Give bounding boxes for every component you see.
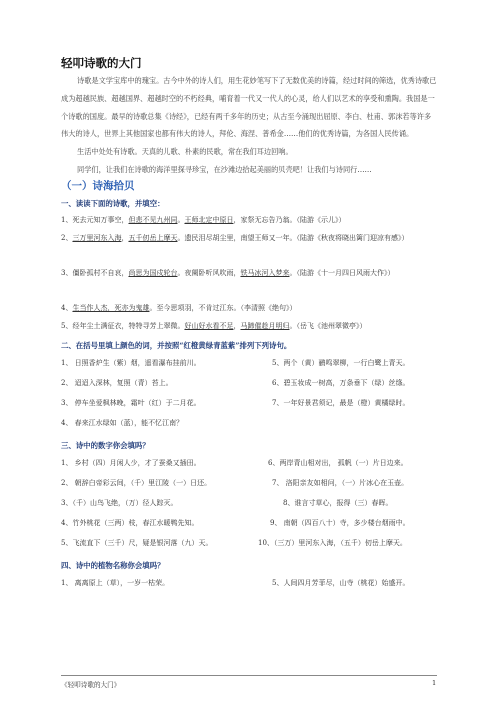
- q1-item-5-pre: 5、经年尘土满征衣，特特寻芳上翠微。: [61, 322, 185, 330]
- q1-item-2: [61, 230, 439, 246]
- question-4-heading: 四、诗中的植物名称你会填吗？: [61, 561, 165, 570]
- q1-item-4-answer-1: 生当作人杰，死亦为鬼雄: [72, 304, 150, 312]
- q1-item-2-pre: 2、: [61, 234, 73, 242]
- q2-item-5: 5、两个（黄）鹂鸣翠柳，一行白鹭上青天。: [272, 359, 410, 367]
- q4-item-1: 1、 离离原上（草），一岁一枯荣。: [61, 579, 170, 587]
- q1-item-3-pre: 3、僵卧孤村不自哀，: [61, 269, 129, 277]
- q2-item-4: 4、 春来江水绿如（蓝），能不忆江南？: [61, 419, 184, 427]
- q1-item-3-mid: 。夜阑卧听风吹雨，: [177, 269, 241, 277]
- q1-item-1-answer-2: 王师北定中原日: [184, 216, 234, 224]
- footer-divider: [61, 675, 437, 676]
- intro-paragraph-2-text: 生活中处处有诗歌。天真的儿歌、朴素的民歌，常在我们耳边回响。: [77, 147, 293, 156]
- q1-item-1-answer-1: 但悲不见九州同: [128, 216, 178, 224]
- q2-item-7: 7、一年好景君须记，最是（橙）黄橘绿时。: [272, 399, 410, 407]
- q1-item-1-pre: 1、死去元知万事空，: [61, 216, 129, 224]
- q1-item-1: [61, 212, 439, 228]
- question-3-heading: 三、诗中的数字你会填吗？: [61, 441, 150, 450]
- q4-item-5: 5、人间四月芳菲尽，山寺（桃花）始盛开。: [272, 579, 410, 587]
- q3-item-8: 8、谁言寸草心，报得（三）春晖。: [283, 499, 393, 507]
- q1-item-4-post: 。至今思项羽，不肯过江东。（李清照《绝句》）: [149, 304, 297, 312]
- q2-item-6: 6、碧玉妆成一树高，万条垂下（绿）丝绦。: [272, 379, 410, 387]
- q1-item-5-post: 。（岳飞《池州翠微亭》）: [289, 322, 367, 330]
- q3-item-1: 1、 乡村（四）月闲人少，才了蚕桑又插田。: [61, 459, 201, 467]
- question-1-heading: 一、读读下面的诗歌，并填空：: [61, 199, 165, 208]
- q1-item-2-answer-1: 三万里河东入海: [72, 234, 122, 242]
- question-2-heading: 二、在括号里填上颜色的词，并按照“红橙黄绿青蓝紫”排列下列诗句。: [61, 341, 292, 350]
- intro-paragraph-3: [61, 161, 437, 179]
- q1-item-3: [61, 265, 439, 281]
- q1-item-4-pre: 4、: [61, 304, 73, 312]
- q1-item-4: [61, 300, 439, 316]
- q1-item-5-mid: ，: [233, 322, 241, 330]
- q3-item-3: 3、（千）山鸟飞绝，（万）径人踪灭。: [61, 499, 178, 507]
- q1-item-1-post: ，家祭无忘告乃翁。（陆游《示儿》）: [233, 216, 346, 224]
- footer-page-number: 1: [432, 679, 437, 687]
- q1-item-3-answer-2: 铁马冰河入梦来: [240, 269, 290, 277]
- q1-item-5-answer-1: 好山好水看不足: [184, 322, 234, 330]
- footer-doc-title: 《轻叩诗歌的大门》: [61, 681, 121, 689]
- q1-item-3-answer-1: 尚思为国戍轮台: [128, 269, 178, 277]
- intro-paragraph-3-text: 同学们，让我们在诗歌的海洋里探寻珍宝，在沙滩边拾起美丽的贝壳吧！让我们与诗同行……: [77, 165, 372, 174]
- q3-item-6: 6、两岸青山相对出， 孤帆（一）片日边来。: [268, 459, 408, 467]
- q3-item-9: 9、 南朝（四百八十）寺，多少楼台烟雨中。: [270, 519, 410, 527]
- q1-item-2-post: 。遗民泪尽胡尘里，南望王师又一年。（陆游《秋夜将晓出篱门迎凉有感》）: [177, 234, 409, 242]
- q1-item-1-mid: 。: [177, 216, 185, 224]
- q2-item-3: 3、 停车坐爱枫林晚，霜叶（红）于二月花。: [61, 399, 201, 407]
- q1-item-2-answer-2: 五千仞岳上摩天: [128, 234, 178, 242]
- q3-item-10: 10、（三万）里河东入海，（五千）仞岳上摩天。: [258, 539, 407, 547]
- q3-item-2: 2、 朝辞白帝彩云间，（千）里江陵（一）日还。: [61, 479, 212, 487]
- q3-item-5: 5、飞流直下（三千）尺，疑是银河落（九）天。: [61, 539, 213, 547]
- intro-paragraph-2: [61, 143, 437, 161]
- section-title: （一）诗海拾贝: [61, 180, 135, 192]
- intro-paragraph-1-text: 诗歌是文学宝库中的瑰宝。古今中外的诗人们，用生花妙笔写下了无数优美的诗篇，经过时间的筛选，优秀诗歌已成为超越民族、超越国界、超越时空的不朽经典，哺育着一代又一代人的心灵，给人们以艺术的享受和熏陶。我国是一个诗歌的国度。最早的诗歌总集《诗经》，已经有两千多年的历史；从古至今涌现出屈原、李白、杜甫、郭沫若等许多伟大的诗人，世界上其他国家也都有伟大的诗人，拜伦、海涅、普希金……他们的优秀诗篇，为各国人民传诵。: [61, 76, 437, 139]
- intro-paragraph-1: [61, 72, 437, 143]
- page-title: 轻叩诗歌的大门: [61, 56, 142, 70]
- q1-item-5: [61, 318, 439, 334]
- q3-item-4: 4、竹外桃花（三两）枝，春江水暖鸭先知。: [61, 519, 199, 527]
- q2-item-1: 1、 日照香炉生（紫）烟，遥看瀑布挂前川。: [61, 359, 201, 367]
- q1-item-5-answer-2: 马蹄催趁月明归: [240, 322, 290, 330]
- q1-item-2-mid: ，: [121, 234, 129, 242]
- q2-item-2: 2、 迢迢入深林，复照（青）苔上。: [61, 379, 173, 387]
- q1-item-3-post: 。（陆游《十一月四日风雨大作》）: [289, 269, 395, 277]
- q3-item-7: 7、 洛阳亲友如相问，（一）片冰心在玉壶。: [272, 479, 409, 487]
